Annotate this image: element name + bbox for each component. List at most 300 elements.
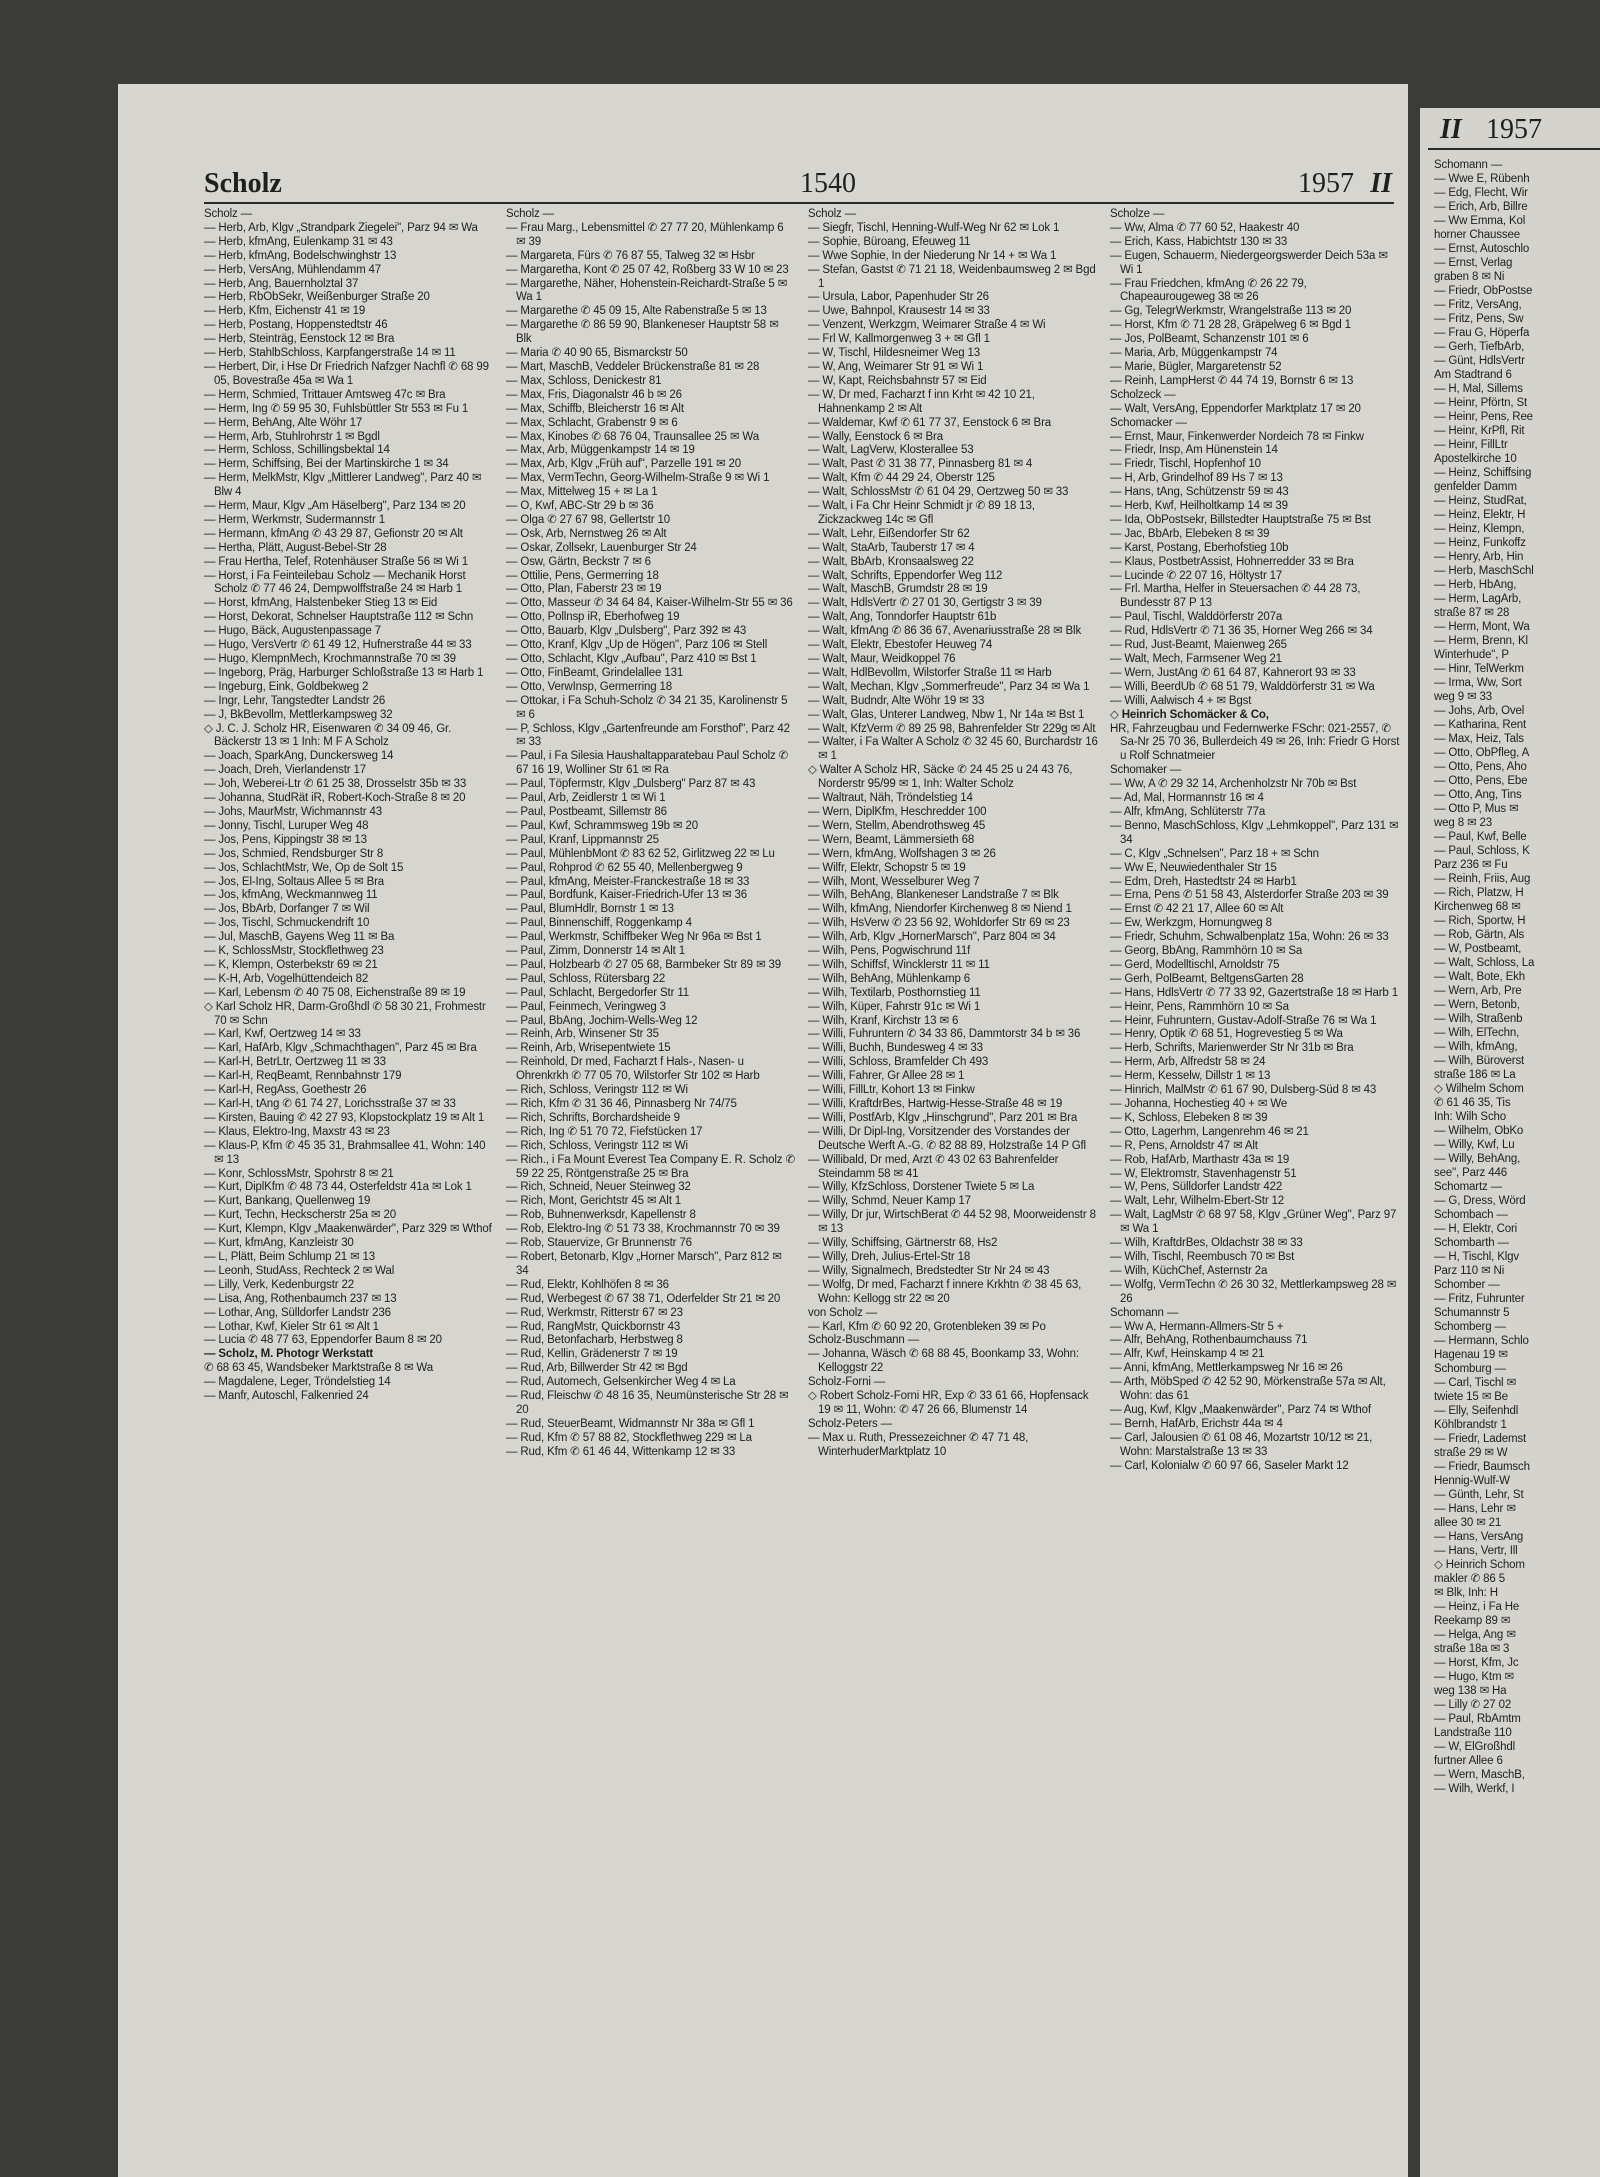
next-page-entry: — Wern, Betonb,	[1434, 999, 1520, 1011]
directory-entry: — Ww A, Hermann-Allmers-Str 5 +	[1110, 1320, 1284, 1333]
next-page-entry: — Heinz, Schiffsing	[1434, 467, 1532, 479]
directory-entry: — Rob, Buhnenwerksdr, Kapellenstr 8	[506, 1209, 696, 1222]
next-page-entry: — Hans, Lehr ✉	[1434, 1503, 1516, 1515]
directory-entry: — Karl-H, RegAss, Goethestr 26	[204, 1084, 367, 1097]
next-page-entry: — Wern, Arb, Pre	[1434, 985, 1522, 997]
next-page-entry: ◇ Heinrich Schom	[1434, 1559, 1525, 1571]
directory-entry: — Herb, kfmAng, Bodelschwinghstr 13	[204, 249, 397, 262]
directory-entry: — Herm, Maur, Klgv „Am Häselberg", Parz 134 ✉ 20	[204, 500, 466, 513]
page-header	[204, 162, 1394, 204]
directory-entry: — Rich, Ing ✆ 51 70 72, Fiefstücken 17	[506, 1125, 703, 1138]
directory-entry: — Max, Mittelweg 15 + ✉ La 1	[506, 486, 658, 499]
surname-heading: Schomaker —	[1110, 764, 1182, 777]
next-page-entry: — Heinr, Pförtn, St	[1434, 397, 1528, 409]
directory-entry: — Wilh, kfmAng, Niendorfer Kirchenweg 8 ✉ Niend 1	[808, 903, 1072, 916]
next-page-entry: — Gerh, TiefbArb,	[1434, 341, 1525, 353]
column-4	[1110, 208, 1400, 2138]
directory-entry: — Alfr, BehAng, Rothenbaumchauss 71	[1110, 1334, 1308, 1347]
next-page-entry: — Ernst, Verlag	[1434, 257, 1513, 269]
directory-entry: — Georg, BbAng, Rammhörn 10 ✉ Sa	[1110, 945, 1303, 958]
directory-entry: — Willi, Aalwisch 4 + ✉ Bgst	[1110, 694, 1252, 707]
next-page-entry: — Friedr, Lademst	[1434, 1433, 1527, 1445]
directory-entry: — Jos, El-Ing, Soltaus Allee 5 ✉ Bra	[204, 875, 385, 888]
next-page-entry: Schomartz —	[1434, 1181, 1503, 1193]
directory-entry: — Paul, kfmAng, Meister-Franckestraße 18 ✉ 33	[506, 875, 750, 888]
directory-entry: — Ottilie, Pens, Germerring 18	[506, 569, 659, 582]
directory-entry: — Jos, PolBeamt, Schanzenstr 101 ✉ 6	[1110, 333, 1309, 346]
next-page-entry: — Heinr, Pens, Ree	[1434, 411, 1533, 423]
next-page-entry: weg 138 ✉ Ha	[1434, 1685, 1507, 1697]
directory-entry: — Rob, Stauervize, Gr Brunnenstr 76	[506, 1237, 692, 1250]
directory-entry: — Konr, SchlossMstr, Spohrstr 8 ✉ 21	[204, 1167, 394, 1180]
directory-entry: — Rud, HdlsVertr ✆ 71 36 35, Horner Weg 266 ✉ 34	[1110, 625, 1373, 638]
next-page-entry: — Irma, Ww, Sort	[1434, 677, 1522, 689]
directory-entry: — Rich, Schneid, Neuer Steinweg 32	[506, 1181, 691, 1194]
next-page-entry: — Heinz, StudRat,	[1434, 495, 1527, 507]
next-page-entry: — Otto P, Mus ✉	[1434, 803, 1519, 815]
directory-entry: — Wilh, Kranf, Kirchstr 13 ✉ 6	[808, 1014, 959, 1027]
directory-entry: — Walt, KfzVerm ✆ 89 25 98, Bahrenfelder Str 229g ✉ Alt	[808, 722, 1096, 735]
directory-entry: — Paul, Postbeamt, Sillemstr 86	[506, 805, 667, 818]
directory-entry: — Herm, Schmied, Trittauer Amtsweg 47c ✉ Bra	[204, 388, 446, 401]
directory-entry: — Hugo, VersVertr ✆ 61 49 12, Hufnerstraße 44 ✉ 33	[204, 639, 472, 652]
directory-entry: — Karl, Kfm ✆ 60 92 20, Grotenbleken 39 ✉ Po	[808, 1320, 1046, 1333]
directory-entry: ◇ Heinrich Schomäcker & Co,	[1110, 708, 1269, 721]
directory-entry: — Herb, VersAng, Mühlendamm 47	[204, 263, 382, 276]
directory-entry: — Hugo, KlempnMech, Krochmannstraße 70 ✉ 39	[204, 653, 456, 665]
next-page-entry: furtner Allee 6	[1434, 1755, 1503, 1767]
directory-entry: — Paul, Arb, Zeidlerstr 1 ✉ Wi 1	[506, 792, 666, 805]
directory-entry: — Venzent, Werkzgm, Weimarer Straße 4 ✉ Wi	[808, 319, 1046, 332]
directory-entry: — Wilh, BehAng, Blankeneser Landstraße 7 ✉ Blk	[808, 889, 1059, 902]
directory-entry: — Frau Marg., Lebensmittel ✆ 27 77 20, Mühlenkamp 6 ✉ 39	[506, 221, 784, 248]
next-page-entry: — Rich, Platzw, H	[1434, 887, 1524, 899]
directory-entry: — Rud, Just-Beamt, Maienweg 265	[1110, 639, 1287, 652]
next-page-entry: graben 8 ✉ Ni	[1434, 271, 1505, 283]
next-page-entry: genfelder Damm	[1434, 481, 1517, 493]
next-page-entry: — Otto, Pens, Ebe	[1434, 775, 1528, 787]
directory-entry: — Benno, MaschSchloss, Klgv „Lehmkoppel", Parz 131 ✉ 34	[1110, 819, 1399, 846]
directory-entry: — Ottokar, i Fa Schuh-Scholz ✆ 34 21 35, Karolinenstr 5 ✉ 6	[506, 694, 788, 721]
directory-entry: — Jonny, Tischl, Luruper Weg 48	[204, 819, 369, 832]
directory-entry: — Magdalene, Leger, Tröndelstieg 14	[204, 1376, 391, 1389]
directory-entry: — Joach, SparkAng, Dunckersweg 14	[204, 750, 394, 763]
next-page-entry: — Wilh, ElTechn,	[1434, 1027, 1520, 1039]
next-page-entry: — Walt, Schloss, La	[1434, 957, 1535, 969]
directory-entry: — Herm, BehAng, Alte Wöhr 17	[204, 416, 363, 429]
directory-entry: — Lothar, Kwf, Kieler Str 61 ✉ Alt 1	[204, 1320, 379, 1333]
directory-entry: — Osk, Arb, Nernstweg 26 ✉ Alt	[506, 527, 667, 540]
directory-entry: — Paul, Zimm, Donnerstr 14 ✉ Alt 1	[506, 945, 686, 958]
directory-entry: — Walt, Lehr, Eißendorfer Str 62	[808, 527, 970, 540]
next-page-entry: — Heinz, i Fa He	[1434, 1601, 1520, 1613]
directory-entry: — Willy, KfzSchloss, Dorstener Twiete 5 ✉ La	[808, 1181, 1035, 1194]
directory-entry: — Herm, Ing ✆ 59 95 30, Fuhlsbüttler Str 553 ✉ Fu 1	[204, 402, 469, 415]
next-page-entry: — Henry, Arb, Hin	[1434, 551, 1524, 563]
directory-entry: — Wilh, Küper, Fahrstr 91c ✉ Wi 1	[808, 1000, 981, 1013]
next-page-edge	[1420, 108, 1600, 2177]
directory-entry: — Otto, Masseur ✆ 34 64 84, Kaiser-Wilhelm-Str 55 ✉ 36	[506, 597, 793, 610]
directory-entry: — Herm, Arb, Alfredstr 58 ✉ 24	[1110, 1056, 1266, 1069]
directory-entry: — Otto, VerwInsp, Germerring 18	[506, 680, 672, 693]
directory-entry: — Lucinde ✆ 22 07 16, Höltystr 17	[1110, 569, 1283, 582]
directory-entry: — Otto, Pollnsp iR, Eberhofweg 19	[506, 611, 680, 624]
directory-entry: — Paul, Holzbearb ✆ 27 05 68, Barmbeker Str 89 ✉ 39	[506, 958, 781, 971]
directory-entry: — Herb, kfmAng, Eulenkamp 31 ✉ 43	[204, 235, 393, 248]
directory-entry: — Walt, Budndr, Alte Wöhr 19 ✉ 33	[808, 694, 985, 707]
next-page-entry: weg 8 ✉ 23	[1434, 817, 1493, 829]
next-page-entry: — Ernst, Autoschlo	[1434, 243, 1530, 255]
directory-entry: — Carl, Kolonialw ✆ 60 97 66, Saseler Markt 12	[1110, 1459, 1349, 1472]
next-page-entry: straße 186 ✉ La	[1434, 1069, 1516, 1081]
next-page-entry: ◇ Wilhelm Schom	[1434, 1083, 1524, 1095]
directory-entry: — Max, Arb, Müggenkampstr 14 ✉ 19	[506, 444, 695, 457]
next-page-entry: — Frau G, Höperfa	[1434, 327, 1530, 339]
next-page-entry: — Horst, Kfm, Jc	[1434, 1657, 1519, 1669]
next-page-entry: — Max, Heiz, Tals	[1434, 733, 1524, 745]
directory-entry: — Carl, Jalousien ✆ 61 08 46, Mozartstr 10/12 ✉ 21, Wohn: Marstalstraße 13 ✉ 33	[1110, 1431, 1373, 1458]
next-page-entry: ✆ 61 46 35, Tis	[1434, 1097, 1511, 1109]
directory-entry: — Paul, Bordfunk, Kaiser-Friedrich-Ufer 13 ✉ 36	[506, 889, 747, 902]
directory-entry: — W, Kapt, Reichsbahnstr 57 ✉ Eid	[808, 374, 987, 387]
directory-entry: — K, Klempn, Osterbekstr 69 ✉ 21	[204, 958, 378, 971]
directory-entry: — Paul, Schlacht, Bergedorfer Str 11	[506, 986, 689, 999]
directory-entry: — Jac, BbArb, Elebeken 8 ✉ 39	[1110, 527, 1270, 540]
directory-entry: — Max, Schlacht, Grabenstr 9 ✉ 6	[506, 416, 678, 429]
next-page-entry: — Paul, Kwf, Belle	[1434, 831, 1527, 843]
directory-entry: — Johanna, Hochestieg 40 + ✉ We	[1110, 1098, 1288, 1110]
next-page-entry: — Heinr, FillLtr	[1434, 439, 1508, 451]
directory-entry: — Rud, Kfm ✆ 61 46 44, Wittenkamp 12 ✉ 33	[506, 1445, 736, 1458]
directory-entry: — Frau Hertha, Telef, Rotenhäuser Straße 56 ✉ Wi 1	[204, 555, 468, 568]
next-page-entry: — Hans, Vertr, Ill	[1434, 1545, 1518, 1557]
next-page-entry: — Herb, HbAng,	[1434, 579, 1517, 591]
next-page-entry: — Walt, Bote, Ekh	[1434, 971, 1525, 983]
directory-entry: — Otto, Schlacht, Klgv „Aufbau", Parz 410 ✉ Bst 1	[506, 653, 757, 665]
next-page-entry: — Wwe E, Rübenh	[1434, 173, 1530, 185]
directory-entry: — K, SchlossMstr, Stockflethweg 23	[204, 945, 384, 958]
directory-entry: — Wern, JustAng ✆ 61 64 87, Kahnerort 93 ✉ 33	[1110, 666, 1356, 679]
directory-entry: — Wilh, Mont, Wesselburer Weg 7	[808, 875, 980, 888]
next-page-entry: — Ww Emma, Kol	[1434, 215, 1526, 227]
next-page-entry: — H, Elektr, Cori	[1434, 1223, 1518, 1235]
next-page-entry: — Johs, Arb, Ovel	[1434, 705, 1525, 717]
directory-entry: — Joach, Dreh, Vierlandenstr 17	[204, 764, 366, 777]
directory-entry: — Alfr, Kwf, Heinskamp 4 ✉ 21	[1110, 1348, 1265, 1361]
directory-entry: — Mart, MaschB, Veddeler Brückenstraße 81 ✉ 28	[506, 360, 760, 373]
directory-entry: — Reinh, Arb, Wrisepentwiete 15	[506, 1042, 671, 1055]
directory-entry: — Paul, Werkmstr, Schiffbeker Weg Nr 96a ✉ Bst 1	[506, 931, 762, 944]
directory-entry: — Heinr, Pens, Rammhörn 10 ✉ Sa	[1110, 1000, 1289, 1013]
next-page-entry: Reekamp 89 ✉	[1434, 1615, 1511, 1627]
directory-entry: — Maria, Arb, Müggenkampstr 74	[1110, 347, 1278, 360]
directory-entry: — Ida, ObPostsekr, Billstedter Hauptstraße 75 ✉ Bst	[1110, 513, 1371, 526]
directory-entry: — Aug, Kwf, Klgv „Maakenwärder", Parz 74 ✉ Wthof	[1110, 1403, 1371, 1416]
directory-entry: — Scholz, M. Photogr Werkstatt	[204, 1348, 374, 1361]
directory-entry: — Gerd, Modelltischl, Arnoldstr 75	[1110, 958, 1280, 971]
directory-entry: — Wern, kfmAng, Wolfshagen 3 ✉ 26	[808, 847, 996, 860]
next-page-entry: weg 9 ✉ 33	[1434, 691, 1493, 703]
directory-entry: — Wern, DiplKfm, Heschredder 100	[808, 805, 987, 818]
directory-entry: — Willi, Dr Dipl-Ing, Vorsitzender des Vorstandes der Deutsche Werft A.-G. ✆ 82 88 89, Holzstraße 14 P Gfl	[808, 1125, 1086, 1152]
directory-entry: ◇ J. C. J. Scholz HR, Eisenwaren ✆ 34 09 46, Gr. Bäckerstr 13 ✉ 1 Inh: M F A Scholz	[204, 722, 452, 749]
page-number: 1540	[800, 168, 856, 199]
directory-entry: — Lucia ✆ 48 77 63, Eppendorfer Baum 8 ✉ 20	[204, 1334, 442, 1347]
directory-entry: — Lothar, Ang, Sülldorfer Landstr 236	[204, 1306, 391, 1319]
directory-entry: — Jos, Schmied, Rendsburger Str 8	[204, 847, 384, 860]
next-page-entry: allee 30 ✉ 21	[1434, 1517, 1502, 1529]
directory-entry: — W, Ang, Weimarer Str 91 ✉ Wi 1	[808, 360, 984, 373]
surname-heading: Scholzeck —	[1110, 388, 1176, 401]
header-year: 1957	[1298, 168, 1354, 199]
directory-entry: — Horst, Dekorat, Schnelser Hauptstraße 112 ✉ Schn	[204, 611, 474, 624]
directory-entry: — Herm, Arb, Stuhlrohrstr 1 ✉ Bgdl	[204, 430, 380, 443]
directory-entry: — Wilh, BehAng, Mühlenkamp 6	[808, 972, 970, 985]
directory-entry: — Herb, Kwf, Heilholtkamp 14 ✉ 39	[1110, 500, 1288, 513]
directory-entry: — Jos, Pens, Kippingstr 38 ✉ 13	[204, 833, 367, 846]
directory-entry: — Kurt, DiplKfm ✆ 48 73 44, Osterfeldstr 41a ✉ Lok 1	[204, 1181, 472, 1194]
directory-entry: — W, Tischl, Hildesneimer Weg 13	[808, 347, 981, 360]
next-page-entry: Schumannstr 5	[1434, 1307, 1510, 1319]
directory-entry: — Olga ✆ 27 67 98, Gellertstr 10	[506, 513, 670, 526]
next-page-entry: — G, Dress, Wörd	[1434, 1195, 1526, 1207]
directory-entry: — Paul, BlumHdlr, Bornstr 1 ✉ 13	[506, 903, 674, 916]
next-page-entry: — Heinz, Klempn,	[1434, 523, 1525, 535]
directory-entry: — Henry, Optik ✆ 68 51, Hogrevestieg 5 ✉ Wa	[1110, 1028, 1343, 1041]
directory-entry: — Willibald, Dr med, Arzt ✆ 43 02 63 Bahrenfelder Steindamm 58 ✉ 41	[808, 1153, 1059, 1180]
directory-entry: — Ww, A ✆ 29 32 14, Archenholzstr Nr 70b ✉ Bst	[1110, 778, 1357, 791]
directory-entry: — Ww E, Neuwiedenthaler Str 15	[1110, 861, 1277, 874]
next-page-entry: — Lilly ✆ 27 02	[1434, 1699, 1512, 1711]
directory-entry: — Max, Schiffb, Bleicherstr 16 ✉ Alt	[506, 402, 684, 415]
directory-entry: — Johanna, Wäsch ✆ 68 88 45, Boonkamp 33, Wohn: Kelloggstr 22	[808, 1348, 1079, 1375]
directory-entry: — Herm, Schiffsing, Bei der Martinskirche 1 ✉ 34	[204, 458, 449, 471]
directory-entry: — Willy, Signalmech, Bredstedter Str Nr 24 ✉ 43	[808, 1264, 1050, 1277]
directory-entry: — Jos, Tischl, Schmuckendrift 10	[204, 917, 370, 930]
directory-entry: — Paul, Feinmech, Veringweg 3	[506, 1000, 666, 1013]
column-3	[808, 208, 1098, 2138]
directory-entry: — Karl, Lebensm ✆ 40 75 08, Eichenstraße 89 ✉ 19	[204, 986, 466, 999]
directory-entry: — Margarethe ✆ 86 59 90, Blankeneser Hauptstr 58 ✉ Blk	[506, 319, 779, 346]
next-page-entry: — Otto, ObPfleg, A	[1434, 747, 1530, 759]
directory-entry: — Hans, HdlsVertr ✆ 77 33 92, Gazertstraße 18 ✉ Harb 1	[1110, 986, 1398, 999]
surname-heading: Scholz-Buschmann —	[808, 1334, 920, 1347]
directory-entry: — Erich, Kass, Habichtstr 130 ✉ 33	[1110, 235, 1288, 248]
directory-entry: — Herb, Postang, Hoppenstedtstr 46	[204, 319, 388, 332]
next-page-entry: Hennig-Wulf-W	[1434, 1475, 1510, 1487]
directory-entry: — Reinh, Arb, Winsener Str 35	[506, 1028, 659, 1041]
directory-entry: — Friedr, Schuhm, Schwalbenplatz 15a, Wohn: 26 ✉ 33	[1110, 931, 1389, 944]
next-page-entry: Schomburg —	[1434, 1363, 1506, 1375]
directory-entry: — Rich, Schloss, Veringstr 112 ✉ Wi	[506, 1139, 688, 1152]
directory-entry: — Willi, KraftdrBes, Hartwig-Hesse-Straße 48 ✉ 19	[808, 1098, 1063, 1110]
directory-entry: — Walter, i Fa Walter A Scholz ✆ 32 45 60, Burchardstr 16 ✉ 1	[808, 736, 1098, 763]
directory-entry: — Walt, LagVerw, Klosterallee 53	[808, 444, 974, 457]
next-page-entry: — Fritz, Fuhrunter	[1434, 1293, 1525, 1305]
directory-entry: — Willi, Fuhruntern ✆ 34 33 86, Dammtorstr 34 b ✉ 36	[808, 1028, 1081, 1041]
directory-entry: — Herb, Ang, Bauernholztal 37	[204, 277, 359, 290]
directory-entry: — Walt, HdlsVertr ✆ 27 01 30, Gertigstr 3 ✉ 39	[808, 597, 1042, 610]
next-page-entry: see", Parz 446	[1434, 1167, 1507, 1179]
directory-entry: — Walt, Schrifts, Eppendorfer Weg 112	[808, 569, 1003, 582]
directory-entry: — Rich., i Fa Mount Everest Tea Company E. R. Scholz ✆ 59 22 25, Röntgenstraße 25 ✉ Bra	[506, 1153, 795, 1180]
directory-entry: — Walt, Ang, Tonndorfer Hauptstr 61b	[808, 611, 997, 624]
directory-entry: — Margarethe, Näher, Hohenstein-Reichardt-Straße 5 ✉ Wa 1	[506, 277, 788, 304]
directory-entry: — Klaus, Elektro-Ing, Maxstr 43 ✉ 23	[204, 1125, 390, 1138]
directory-entry: — Walt, MaschB, Grumdstr 28 ✉ 19	[808, 583, 988, 596]
directory-entry: — Ad, Mal, Hormannstr 16 ✉ 4	[1110, 792, 1264, 805]
next-page-entry: straße 87 ✉ 28	[1434, 607, 1510, 619]
next-page-entry: — W, ElGroßhdl	[1434, 1741, 1515, 1753]
directory-entry: — Rich, Schrifts, Borchardsheide 9	[506, 1111, 680, 1124]
directory-entry: — Edm, Dreh, Hastedtstr 24 ✉ Harb1	[1110, 875, 1297, 888]
directory-entry: — R, Pens, Arnoldstr 47 ✉ Alt	[1110, 1139, 1258, 1152]
directory-entry: — Waldemar, Kwf ✆ 61 77 37, Eenstock 6 ✉ Bra	[808, 416, 1051, 429]
directory-entry: — Walt, Kfm ✆ 44 29 24, Oberstr 125	[808, 472, 995, 485]
directory-entry: — Osw, Gärtn, Beckstr 7 ✉ 6	[506, 555, 651, 568]
directory-entry: — Rud, SteuerBeamt, Widmannstr Nr 38a ✉ Gfl 1	[506, 1417, 755, 1430]
directory-entry: — Karl-H, tAng ✆ 61 74 27, Lorichsstraße 37 ✉ 33	[204, 1098, 456, 1110]
directory-entry: — Ernst ✆ 42 21 17, Allee 60 ✉ Alt	[1110, 903, 1284, 916]
directory-entry: — Eugen, Schauerm, Niedergeorgswerder Deich 53a ✉ Wi 1	[1110, 249, 1388, 276]
next-page-entry: Schomber —	[1434, 1279, 1500, 1291]
next-page-entry: — Friedr, ObPostse	[1434, 285, 1533, 297]
directory-entry: — Wilh, Pens, Pogwischrund 11f	[808, 945, 971, 958]
directory-entry: — Friedr, Tischl, Hopfenhof 10	[1110, 458, 1261, 471]
next-page-entry: horner Chaussee	[1434, 229, 1520, 241]
directory-entry: — Leonh, StudAss, Rechteck 2 ✉ Wal	[204, 1264, 395, 1277]
next-page-entry: — Hinr, TelWerkm	[1434, 663, 1524, 675]
directory-entry: — Wilh, KüchChef, Asternstr 2a	[1110, 1264, 1268, 1277]
next-page-entry: Winterhude", P	[1434, 649, 1509, 661]
next-page-entry: — Heinz, Elektr, H	[1434, 509, 1526, 521]
directory-entry: — Uwe, Bahnpol, Krausestr 14 ✉ 33	[808, 305, 990, 318]
directory-entry: — Hertha, Plätt, August-Bebel-Str 28	[204, 541, 387, 554]
directory-entry: — Anni, kfmAng, Mettlerkampsweg Nr 16 ✉ 26	[1110, 1362, 1343, 1375]
next-page-entry: — Willy, BehAng,	[1434, 1153, 1521, 1165]
directory-entry: — Karl-H, BetrLtr, Oertzweg 11 ✉ 33	[204, 1056, 386, 1069]
surname-heading: Schomann —	[1110, 1306, 1179, 1319]
directory-entry: — Wilh, KraftdrBes, Oldachstr 38 ✉ 33	[1110, 1237, 1303, 1250]
next-page-entry: — Heinr, KrPfl, Rit	[1434, 425, 1525, 437]
directory-entry: ◇ Karl Scholz HR, Darm-Großhdl ✆ 58 30 21, Frohmestr 70 ✉ Schn	[204, 1000, 486, 1027]
surname-heading: Scholz-Forni —	[808, 1376, 886, 1389]
directory-entry: — Willy, Dr jur, WirtschBerat ✆ 44 52 98, Moorweidenstr 8 ✉ 13	[808, 1209, 1096, 1236]
next-page-entry: — Herm, Brenn, Kl	[1434, 635, 1528, 647]
next-page-entry: Apostelkirche 10	[1434, 453, 1517, 465]
directory-entry: — Ingeborg, Präg, Harburger Schloßstraße 13 ✉ Harb 1	[204, 666, 484, 679]
directory-entry: — Klaus, PostbetrAssist, Hohnerredder 33 ✉ Bra	[1110, 555, 1354, 568]
next-page-entry: — Hugo, Ktm ✉	[1434, 1671, 1514, 1683]
directory-entry: — Kurt, Bankang, Quellenweg 19	[204, 1195, 371, 1208]
directory-entry: — Wilh, Textilarb, Posthornstieg 11	[808, 986, 981, 999]
next-page-entry: — Erich, Arb, Billre	[1434, 201, 1528, 213]
directory-entry: — Lisa, Ang, Rothenbaumch 237 ✉ 13	[204, 1292, 397, 1305]
directory-entry: — Wilfr, Elektr, Schopstr 5 ✉ 19	[808, 861, 966, 874]
next-page-year: 1957	[1486, 114, 1542, 145]
directory-columns	[204, 208, 1400, 2138]
directory-entry: — Reinh, LampHerst ✆ 44 74 19, Bornstr 6 ✉ 13	[1110, 374, 1354, 387]
next-page-entry: makler ✆ 86 5	[1434, 1573, 1505, 1585]
directory-entry: — Willy, Schiffsing, Gärtnerstr 68, Hs2	[808, 1237, 998, 1250]
next-page-entry: Schombarth —	[1434, 1237, 1509, 1249]
next-page-column	[1434, 158, 1600, 1796]
directory-entry: — Walt, HdlBevollm, Wilstorfer Straße 11 ✉ Harb	[808, 666, 1052, 679]
directory-entry: — Wilh, Schiffsf, Wincklerstr 11 ✉ 11	[808, 958, 990, 971]
directory-entry: — Gg, TelegrWerkmstr, Wrangelstraße 113 ✉ 20	[1110, 305, 1352, 318]
directory-entry: — Otto, Lagerhm, Langenrehm 46 ✉ 21	[1110, 1125, 1309, 1138]
directory-entry: — O, Kwf, ABC-Str 29 b ✉ 36	[506, 500, 654, 513]
directory-entry: — Walt, Mech, Farmsener Weg 21	[1110, 653, 1282, 665]
next-page-entry: — Hermann, Schlo	[1434, 1335, 1529, 1347]
directory-entry: — Frau Friedchen, kfmAng ✆ 26 22 79, Chapeaurougeweg 38 ✉ 26	[1110, 277, 1307, 304]
next-page-entry: — Rob, Gärtn, Als	[1434, 929, 1525, 941]
next-page-entry: — Wilh, Büroverst	[1434, 1055, 1525, 1067]
directory-entry: — Gerh, PolBeamt, BeltgensGarten 28	[1110, 972, 1304, 985]
directory-entry: — Walt, VersAng, Eppendorfer Marktplatz 17 ✉ 20	[1110, 402, 1361, 415]
directory-entry: — Rud, Automech, Gelsenkircher Weg 4 ✉ La	[506, 1376, 736, 1389]
next-page-entry: ✉ Blk, Inh: H	[1434, 1587, 1498, 1599]
directory-entry: — Hugo, Bäck, Augustenpassage 7	[204, 625, 381, 638]
column-2	[506, 208, 796, 2138]
directory-entry: — Wern, Beamt, Lämmersieth 68	[808, 833, 975, 846]
directory-entry: — Herbert, Dir, i Hse Dr Friedrich Nafzger Nachfl ✆ 68 99 05, Bovestraße 45a ✉ Wa 1	[204, 360, 489, 387]
next-page-volume: II	[1440, 114, 1462, 145]
directory-entry: — Walt, kfmAng ✆ 86 36 67, Avenariusstraße 28 ✉ Blk	[808, 625, 1082, 638]
next-page-entry: — Fritz, VersAng,	[1434, 299, 1522, 311]
directory-entry: — Herb, Steinträg, Eenstock 12 ✉ Bra	[204, 333, 395, 346]
next-page-entry: — Herm, Mont, Wa	[1434, 621, 1530, 633]
directory-entry: — Wilh, Arb, Klgv „HornerMarsch", Parz 804 ✉ 34	[808, 931, 1056, 944]
directory-entry: — Wilh, Tischl, Reembusch 70 ✉ Bst	[1110, 1250, 1295, 1263]
header-surname: Scholz	[204, 168, 282, 199]
next-page-entry: Parz 110 ✉ Ni	[1434, 1265, 1505, 1277]
directory-entry: — Margarethe ✆ 45 09 15, Alte Rabenstraße 5 ✉ 13	[506, 305, 767, 318]
directory-entry: — Karl, Kwf, Oertzweg 14 ✉ 33	[204, 1028, 361, 1041]
column-1	[204, 208, 494, 2138]
next-page-entry: — Paul, RbAmtm	[1434, 1713, 1521, 1725]
directory-entry: — Rud, Kfm ✆ 57 88 82, Stockflethweg 229 ✉ La	[506, 1431, 752, 1444]
directory-page	[118, 84, 1408, 2177]
directory-entry: — Sophie, Büroang, Efeuweg 11	[808, 235, 971, 248]
directory-entry: — Jos, BbArb, Dorfanger 7 ✉ Wil	[204, 903, 370, 916]
directory-entry: — Herm, MelkMstr, Klgv „Mittlerer Landweg", Parz 40 ✉ Blw 4	[204, 472, 482, 499]
directory-entry: — Karl-H, ReqBeamt, Rennbahnstr 179	[204, 1070, 402, 1083]
directory-entry: — Ernst, Maur, Finkenwerder Nordeich 78 ✉ Finkw	[1110, 430, 1364, 443]
directory-entry: — Rud, Betonfacharb, Herbstweg 8	[506, 1334, 683, 1347]
directory-entry: — Otto, Plan, Faberstr 23 ✉ 19	[506, 583, 662, 596]
next-page-entry: — Elly, Seifenhdl	[1434, 1405, 1519, 1417]
directory-entry: — Karl, HafArb, Klgv „Schmachthagen", Parz 45 ✉ Bra	[204, 1042, 477, 1055]
next-page-entry: — Wilh, Straßenb	[1434, 1013, 1523, 1025]
directory-entry: — Rob, Elektro-Ing ✆ 51 73 38, Krochmannstr 70 ✉ 39	[506, 1223, 780, 1236]
directory-entry: — Walt, Elektr, Ebestofer Heuweg 74	[808, 639, 993, 652]
next-page-entry: Landstraße 110	[1434, 1727, 1512, 1739]
directory-entry: — Walt, i Fa Chr Heinr Schmidt jr ✆ 89 18 13, Zickzackweg 14c ✉ Gfl	[808, 500, 1035, 526]
next-page-entry: — Otto, Pens, Aho	[1434, 761, 1527, 773]
directory-entry: — Wwe Sophie, In der Niederung Nr 14 + ✉ Wa 1	[808, 249, 1057, 262]
surname-heading: Scholz-Peters —	[808, 1417, 893, 1430]
directory-entry: — Max, Kinobes ✆ 68 76 04, Traunsallee 25 ✉ Wa	[506, 430, 759, 443]
directory-entry: — Herb, Kfm, Eichenstr 41 ✉ 19	[204, 305, 366, 318]
directory-entry: — Reinhold, Dr med, Facharzt f Hals-, Nasen- u Ohrenkrkh ✆ 77 05 70, Wilstorfer Str 102 ✉ Harb	[506, 1056, 760, 1083]
directory-entry: ✆ 68 63 45, Wandsbeker Marktstraße 8 ✉ Wa	[204, 1362, 433, 1375]
directory-entry: — Rud, Werkmstr, Ritterstr 67 ✉ 23	[506, 1306, 683, 1319]
directory-entry: — Rud, Fleischw ✆ 48 16 35, Neumünsterische Str 28 ✉ 20	[506, 1390, 789, 1416]
directory-entry: — Walt, Maur, Weidkoppel 76	[808, 653, 956, 665]
directory-entry: — Rich, Schloss, Veringstr 112 ✉ Wi	[506, 1084, 688, 1097]
directory-entry: — Ingeburg, Eink, Goldbekweg 2	[204, 680, 369, 693]
